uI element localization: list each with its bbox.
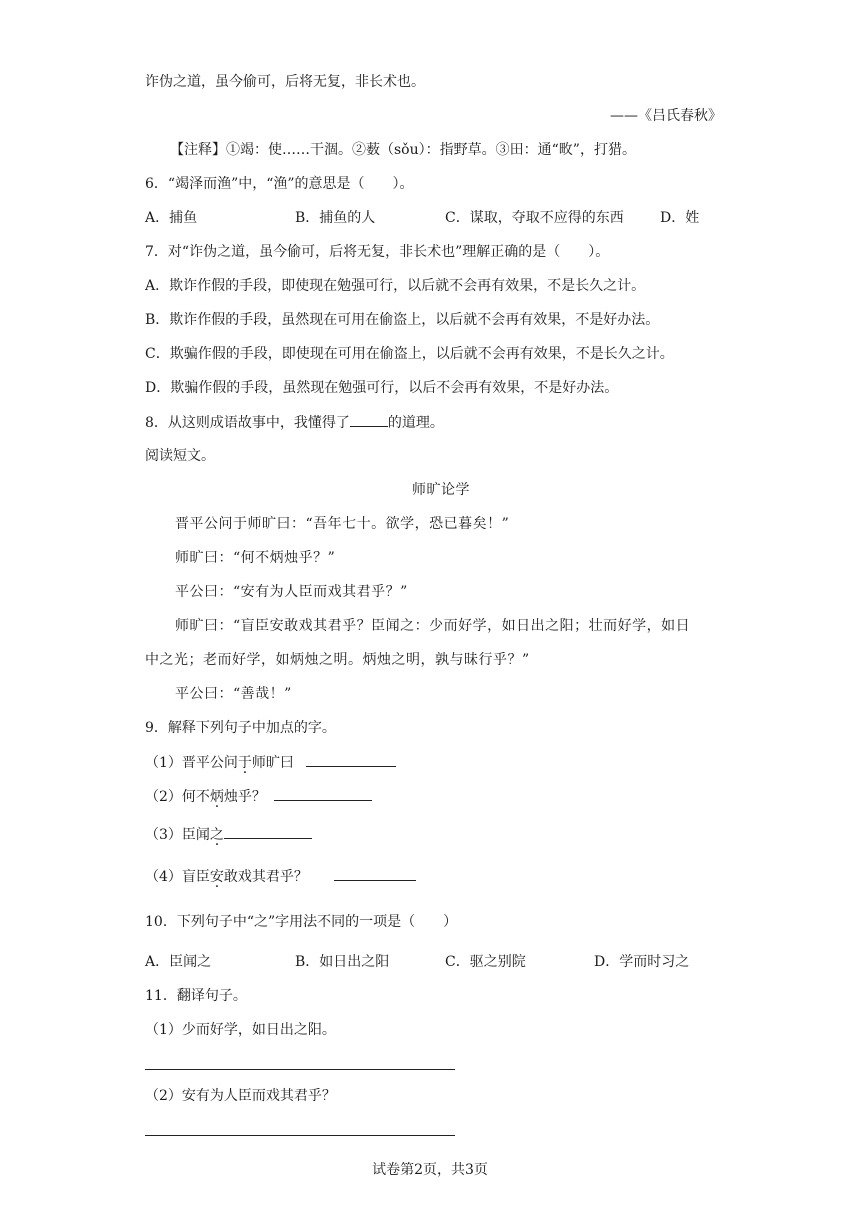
q9-item-4-dotted-char: 安 — [209, 869, 224, 885]
question-11-stem: 11．翻译句子。 — [145, 988, 247, 1004]
reading-paragraph-4a: 师旷曰：“盲臣安敢戏其君乎？臣闻之：少而好学，如日出之阳；壮而好学，如日 — [175, 618, 691, 634]
q7-option-d[interactable]: D．欺骗作假的手段，虽然现在勉强可行，以后不会再有效果，不是好办法。 — [145, 380, 619, 396]
q10-option-d[interactable]: D．学而时习之 — [594, 954, 690, 970]
q9-item-1-text-pre: （1）晋平公问 — [145, 755, 238, 771]
q9-item-2-answer-blank[interactable] — [274, 786, 372, 801]
q9-item-1-answer-blank[interactable] — [306, 752, 396, 767]
q11-item-2: （2）安有为人臣而戏其君乎？ — [145, 1088, 336, 1104]
q9-item-4-text-pre: （4）盲臣 — [145, 869, 210, 885]
q9-item-2-text-post: 烛乎？ — [223, 789, 266, 805]
q9-item-2-dotted-char: 炳 — [209, 789, 224, 805]
q9-item-4 — [145, 866, 416, 887]
question-9-stem: 9．解释下列句子中加点的字。 — [145, 720, 336, 736]
q10-option-a[interactable]: A．臣闻之 — [145, 954, 212, 970]
q9-item-1 — [145, 752, 396, 773]
q10-option-c[interactable]: C．驱之别院 — [445, 954, 526, 970]
q7-option-c[interactable]: C．欺骗作假的手段，即使现在可用在偷盗上，以后就不会再有效果，不是长久之计。 — [145, 346, 674, 362]
q8-before: 8．从这则成语故事中，我懂得了 — [145, 415, 350, 431]
q6-option-c[interactable]: C．谋取，夺取不应得的东西 — [445, 210, 624, 226]
q6-option-d[interactable]: D．姓 — [660, 210, 700, 226]
reading-paragraph-5: 平公曰：“善哉！” — [175, 686, 292, 702]
q9-item-2 — [145, 786, 372, 807]
reading-paragraph-3: 平公曰：“安有为人臣而戏其君乎？” — [175, 584, 408, 600]
q9-item-3-text-pre: （3）臣闻 — [145, 827, 210, 843]
q9-item-3-answer-blank[interactable] — [224, 824, 312, 839]
passage-line: 诈伪之道，虽今偷可，后将无复，非长术也。 — [145, 74, 425, 90]
q9-item-1-text-post: 师旷曰 — [251, 755, 294, 771]
q11-item-1-answer-line[interactable] — [145, 1069, 455, 1070]
q11-item-1: （1）少而好学，如日出之阳。 — [145, 1022, 336, 1038]
question-7-stem: 7．对“诈伪之道，虽今偷可，后将无复，非长术也”理解正确的是（ ）。 — [145, 244, 610, 260]
reading-paragraph-1: 晋平公问于师旷曰：“吾年七十。欲学，恐已暮矣！” — [175, 516, 510, 532]
q7-option-b[interactable]: B．欺诈作假的手段，虽然现在可用在偷盗上，以后就不会再有效果，不是好办法。 — [145, 312, 660, 328]
question-6-stem: 6．“竭泽而渔”中，“渔”的意思是（ ）。 — [145, 176, 414, 192]
q8-answer-blank[interactable] — [350, 412, 388, 427]
reading-paragraph-2: 师旷曰：“何不炳烛乎？” — [175, 550, 336, 566]
q11-item-2-answer-line[interactable] — [145, 1135, 455, 1136]
reading-title: 师旷论学 — [412, 482, 470, 498]
q8-after: 的道理。 — [387, 415, 444, 431]
reading-paragraph-4b: 中之光；老而好学，如炳烛之明。炳烛之明，孰与昧行乎？” — [145, 652, 530, 668]
q6-option-a[interactable]: A．捕鱼 — [145, 210, 198, 226]
passage-notes: 【注释】①竭：使……干涸。②薮（sǒu）：指野草。③田：通“畋”，打猎。 — [170, 142, 636, 158]
q6-option-b[interactable]: B．捕鱼的人 — [295, 210, 376, 226]
q9-item-4-answer-blank[interactable] — [334, 866, 416, 881]
q9-item-3-dotted-char: 之 — [209, 827, 224, 843]
q9-item-4-text-post: 敢戏其君乎？ — [223, 869, 308, 885]
reading-intro: 阅读短文。 — [145, 448, 215, 464]
q9-item-3 — [145, 824, 312, 845]
question-8 — [145, 412, 444, 433]
question-10-stem: 10．下列句子中“之”字用法不同的一项是（ ） — [145, 914, 458, 930]
page-footer: 试卷第2页，共3页 — [372, 1162, 488, 1178]
q7-option-a[interactable]: A．欺诈作假的手段，即使现在勉强可行，以后就不会再有效果，不是长久之计。 — [145, 278, 646, 294]
q9-item-2-text-pre: （2）何不 — [145, 789, 210, 805]
q9-item-1-dotted-char: 于 — [237, 755, 252, 771]
q10-option-b[interactable]: B．如日出之阳 — [295, 954, 390, 970]
passage-source: ——《吕氏春秋》 — [610, 108, 722, 124]
